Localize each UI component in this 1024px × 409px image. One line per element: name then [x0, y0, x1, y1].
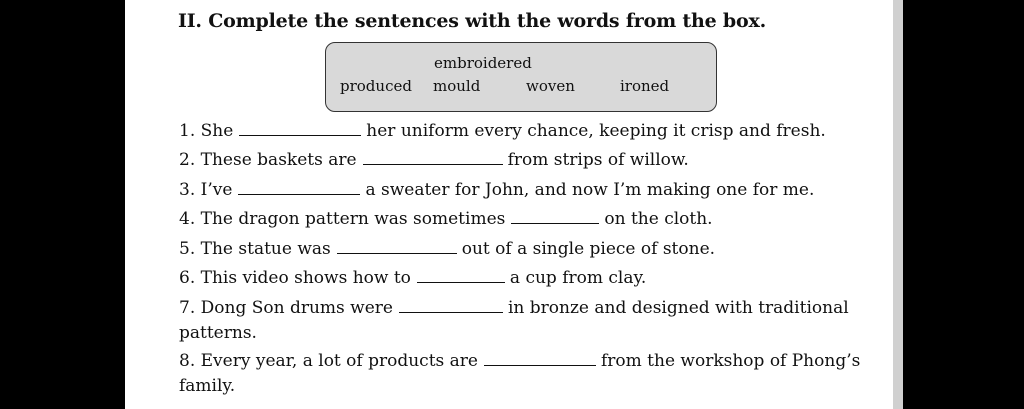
item-text-before: Every year, a lot of products are [200, 351, 478, 371]
item-number: 1. [179, 121, 196, 141]
answer-blank[interactable] [417, 281, 505, 283]
sentence-item [179, 180, 814, 200]
word-box-item: produced [340, 77, 412, 95]
worksheet-page [125, 0, 893, 409]
item-text-after: on the cloth. [604, 209, 713, 229]
sentence-item [179, 239, 715, 259]
item-text-before: Dong Son drums were [200, 298, 393, 318]
item-text-before: The statue was [200, 239, 331, 259]
page-edge [893, 0, 903, 409]
item-text-before: She [200, 121, 234, 141]
item-text-after: a cup from clay. [509, 268, 647, 288]
answer-blank[interactable] [484, 364, 596, 366]
sentence-item [179, 209, 713, 229]
item-text-after: out of a single piece of stone. [461, 239, 716, 259]
answer-blank[interactable] [239, 134, 361, 136]
answer-blank[interactable] [238, 193, 360, 195]
word-box-item: woven [526, 77, 575, 95]
answer-blank[interactable] [337, 252, 457, 254]
item-text-before: These baskets are [200, 150, 357, 170]
answer-blank[interactable] [511, 222, 599, 224]
item-number: 5. [179, 239, 196, 259]
item-number: 3. [179, 180, 196, 200]
word-box-item: embroidered [434, 54, 532, 72]
item-text-before: I’ve [200, 180, 233, 200]
item-continuation: patterns. [179, 323, 257, 343]
item-text-after: in bronze and designed with traditional [507, 298, 849, 318]
exercise-title: II. Complete the sentences with the words from the box. [178, 10, 766, 32]
item-number: 4. [179, 209, 196, 229]
sentence-item [179, 121, 826, 141]
item-text-before: The dragon pattern was sometimes [200, 209, 506, 229]
item-text-before: This video shows how to [200, 268, 411, 288]
item-number: 2. [179, 150, 196, 170]
sentence-item [179, 150, 689, 170]
sentence-item [179, 298, 849, 318]
answer-blank[interactable] [363, 163, 503, 165]
item-continuation: family. [179, 376, 236, 396]
item-text-after: a sweater for John, and now I’m making one for me. [365, 180, 815, 200]
word-box [325, 42, 717, 112]
item-text-after: from the workshop of Phong’s [600, 351, 861, 371]
answer-blank[interactable] [399, 311, 503, 313]
item-number: 6. [179, 268, 196, 288]
item-number: 7. [179, 298, 196, 318]
word-box-item: ironed [620, 77, 670, 95]
sentence-item [179, 351, 860, 371]
item-text-after: her uniform every chance, keeping it crisp and fresh. [366, 121, 826, 141]
word-box-item: mould [433, 77, 481, 95]
item-text-after: from strips of willow. [507, 150, 689, 170]
item-number: 8. [179, 351, 196, 371]
sentence-item [179, 268, 646, 288]
